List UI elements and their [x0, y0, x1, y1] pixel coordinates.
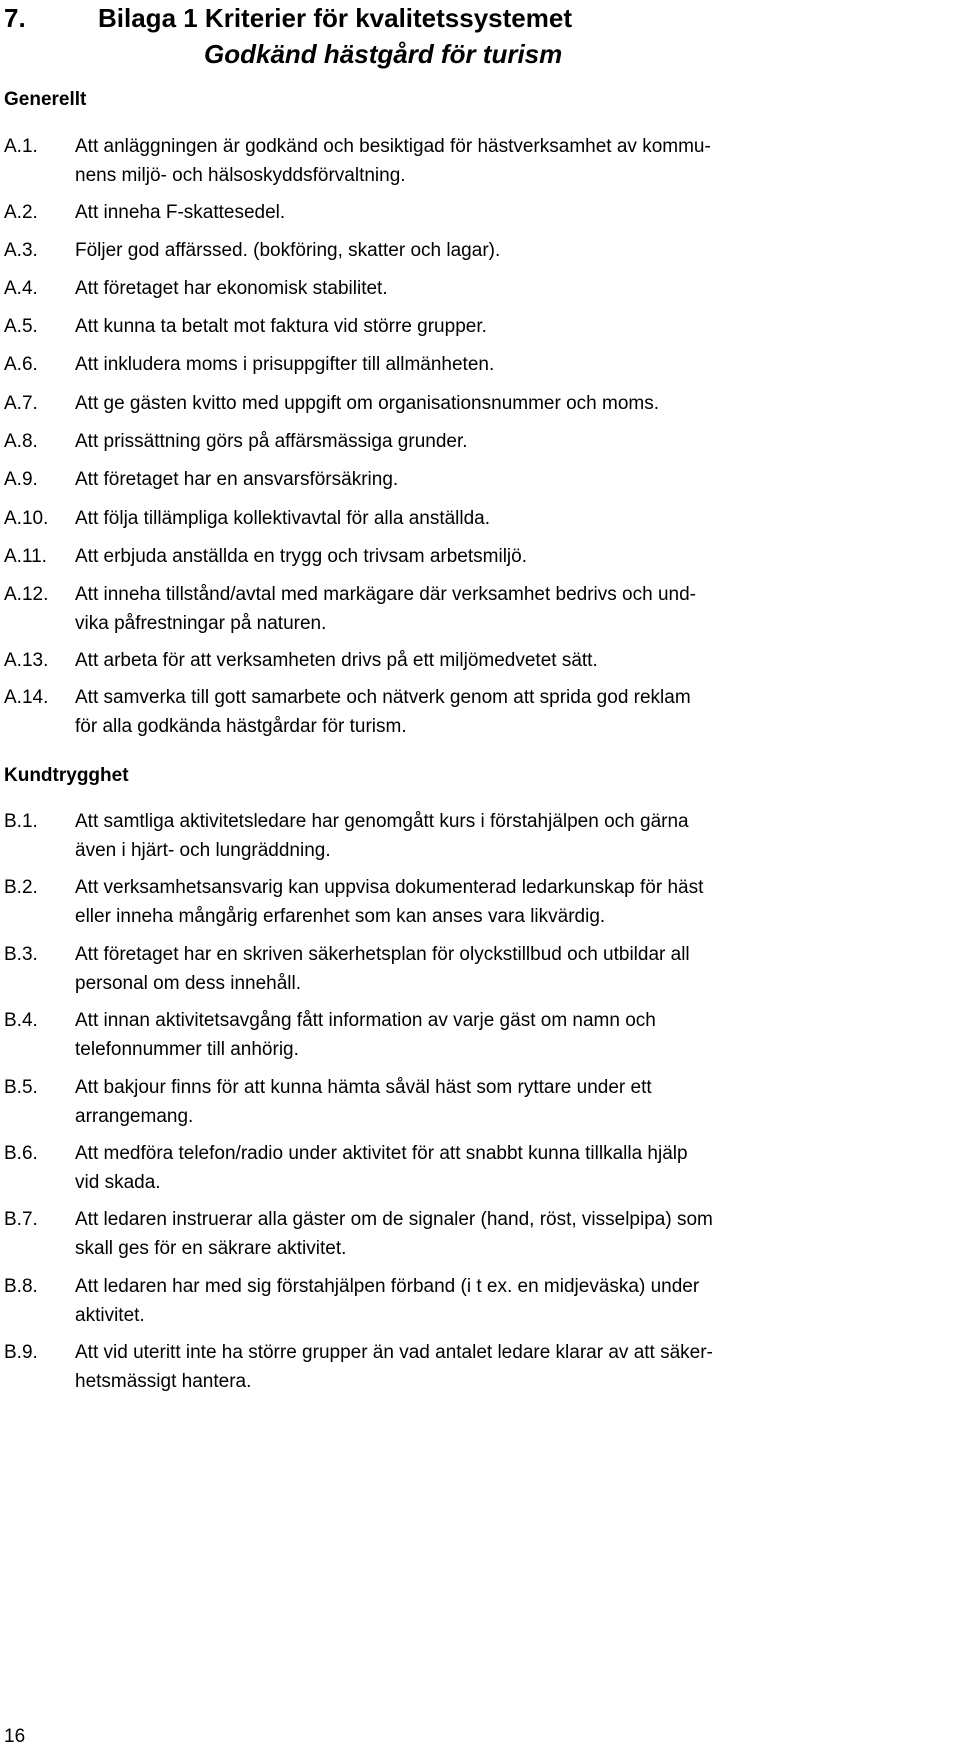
item-text: Att ledaren instruerar alla gäster om de signaler (hand, röst, visselpipa) som skall ges för en säkrare aktivitet.: [75, 1209, 713, 1259]
item-text: Att följa tillämpliga kollektivavtal för alla anställda.: [75, 508, 491, 529]
item-text: Att anläggningen är godkänd och besiktigad för hästverksamhet av kommu- nens miljö- och hälsoskyddsförvaltning.: [75, 136, 711, 186]
item-code: B.1.: [4, 811, 38, 832]
item-text: Att ge gästen kvitto med uppgift om organisationsnummer och moms.: [75, 393, 659, 414]
item-code: B.9.: [4, 1342, 38, 1363]
item-code: B.7.: [4, 1209, 38, 1230]
item-text: Att samverka till gott samarbete och nätverk genom att sprida god reklam för alla godkända hästgårdar för turism.: [75, 687, 691, 737]
item-text: Följer god affärssed. (bokföring, skatter och lagar).: [75, 240, 501, 261]
item-text: Att bakjour finns för att kunna hämta såväl häst som ryttare under ett arrangemang.: [75, 1077, 652, 1127]
item-code: A.7.: [4, 393, 38, 414]
item-text: Att företaget har ekonomisk stabilitet.: [75, 278, 388, 299]
item-text: Att inneha F-skattesedel.: [75, 202, 286, 223]
item-code: A.9.: [4, 469, 38, 490]
item-code: B.6.: [4, 1143, 38, 1164]
item-code: B.2.: [4, 877, 38, 898]
item-code: A.3.: [4, 240, 38, 261]
item-code: A.13.: [4, 650, 49, 671]
item-code: B.3.: [4, 944, 38, 965]
item-text: Att arbeta för att verksamheten drivs på ett miljömedvetet sätt.: [75, 650, 598, 671]
item-code: A.1.: [4, 136, 38, 157]
item-text: Att företaget har en skriven säkerhetsplan för olyckstillbud och utbildar all personal om dess innehåll.: [75, 944, 690, 994]
item-text: Att kunna ta betalt mot faktura vid större grupper.: [75, 316, 487, 337]
item-code: A.2.: [4, 202, 38, 223]
item-text: Att samtliga aktivitetsledare har genomgått kurs i förstahjälpen och gärna även i hjärt- och lungräddning.: [75, 811, 689, 861]
item-code: A.5.: [4, 316, 38, 337]
item-text: Att innan aktivitetsavgång fått information av varje gäst om namn och telefonnummer till anhörig.: [75, 1010, 656, 1060]
page-title: [4, 0, 572, 69]
title-line-2: Godkänd hästgård för turism: [204, 39, 563, 69]
item-text: Att vid uteritt inte ha större grupper än vad antalet ledare klarar av att säker- hetsmässigt hantera.: [75, 1342, 713, 1392]
item-code: A.14.: [4, 687, 49, 708]
page-number: 16: [4, 1726, 26, 1747]
item-code: B.4.: [4, 1010, 38, 1031]
section-heading-kundtrygghet: Kundtrygghet: [4, 765, 129, 786]
item-code: B.5.: [4, 1077, 38, 1098]
item-text: Att verksamhetsansvarig kan uppvisa dokumenterad ledarkunskap för häst eller inneha mångårig erfarenhet som kan anses vara likvärdig.: [75, 877, 704, 927]
item-text: Att medföra telefon/radio under aktivitet för att snabbt kunna tillkalla hjälp vid skada.: [75, 1143, 688, 1193]
title-line-1: Bilaga 1 Kriterier för kvalitetssystemet: [98, 3, 572, 33]
item-text: Att ledaren har med sig förstahjälpen förband (i t ex. en midjeväska) under aktivitet.: [75, 1276, 700, 1326]
item-text: Att erbjuda anställda en trygg och trivsam arbetsmiljö.: [75, 546, 527, 567]
item-code: B.8.: [4, 1276, 38, 1297]
item-code: A.11.: [4, 546, 47, 567]
section-heading-generellt: Generellt: [4, 89, 87, 110]
title-number: 7.: [4, 3, 26, 33]
item-code: A.12.: [4, 584, 49, 605]
item-code: A.6.: [4, 354, 38, 375]
item-code: A.10.: [4, 508, 49, 529]
item-code: A.8.: [4, 431, 38, 452]
item-text: Att inkludera moms i prisuppgifter till allmänheten.: [75, 354, 495, 375]
item-text: Att företaget har en ansvarsförsäkring.: [75, 469, 399, 490]
item-text: Att inneha tillstånd/avtal med markägare där verksamhet bedrivs och und- vika påfrestningar på naturen.: [75, 584, 696, 634]
item-text: Att prissättning görs på affärsmässiga grunder.: [75, 431, 468, 452]
item-code: A.4.: [4, 278, 38, 299]
